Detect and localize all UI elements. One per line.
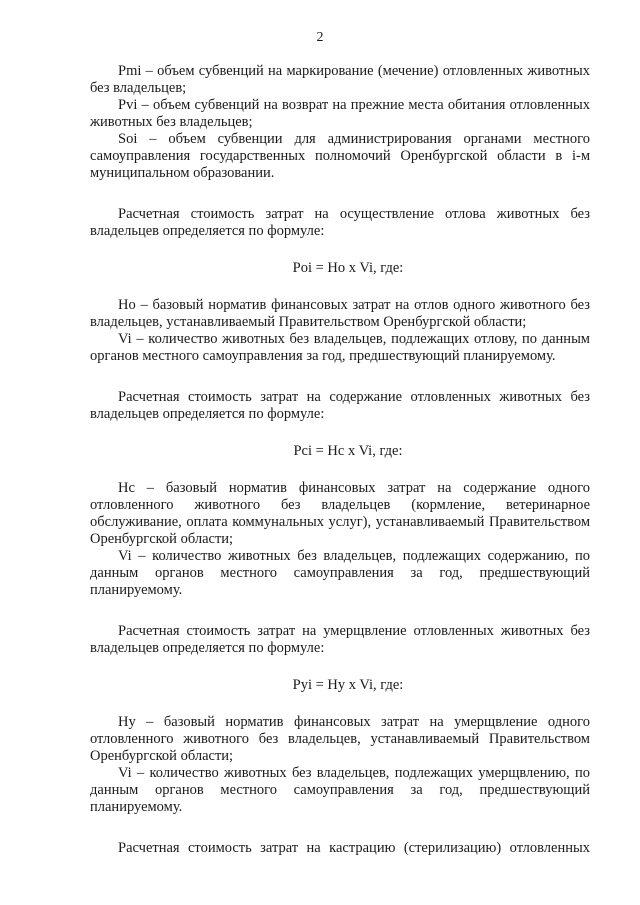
definition-hc: Hc – базовый норматив финансовых затрат на содержание одного отловленного животного без владельцев (кормление, ветеринарное обслуживание, оплата коммунальных услуг), устанавливаемый Правительством Оренбургской области;	[90, 480, 590, 547]
castration-cost-intro: Расчетная стоимость затрат на кастрацию (стерилизацию) отловленных	[118, 840, 590, 856]
euth-cost-intro: Расчетная стоимость затрат на умерщвление отловленных животных без владельцев определяется по формуле:	[90, 623, 590, 656]
page-number: 2	[316, 30, 324, 45]
catch-formula: Poi = Ho x Vi, где:	[292, 260, 404, 276]
definition-vi-keep: Vi – количество животных без владельцев, подлежащих содержанию, по данным органов местного самоуправления за год, предшествующий планируемому.	[90, 548, 590, 598]
document-body	[90, 63, 590, 857]
keep-formula: Pci = Hc x Vi, где:	[293, 443, 403, 459]
definition-soi: Soi – объем субвенции для администрирования органами местного самоуправления государственных полномочий Оренбургской области в i-м муниципальном образовании.	[90, 131, 590, 181]
definition-ho: Ho – базовый норматив финансовых затрат на отлов одного животного без владельцев, устанавливаемый Правительством Оренбургской области;	[90, 297, 590, 330]
definition-vi-catch: Vi – количество животных без владельцев, подлежащих отлову, по данным органов местного самоуправления за год, предшествующий планируемому.	[90, 331, 590, 364]
definition-pvi: Pvi – объем субвенций на возврат на прежние места обитания отловленных животных без владельцев;	[90, 97, 590, 130]
definition-vi-euth: Vi – количество животных без владельцев, подлежащих умерщвлению, по данным органов местного самоуправления за год, предшествующий планируемому.	[90, 765, 590, 815]
definition-hy: Hy – базовый норматив финансовых затрат на умерщвление одного отловленного животного без владельцев, устанавливаемый Правительством Оренбургской области;	[90, 714, 590, 764]
euth-formula: Pyi = Hy x Vi, где:	[292, 677, 404, 693]
catch-cost-intro: Расчетная стоимость затрат на осуществление отлова животных без владельцев определяется по формуле:	[90, 206, 590, 239]
keep-cost-intro: Расчетная стоимость затрат на содержание отловленных животных без владельцев определяется по формуле:	[90, 389, 590, 422]
definition-pmi: Pmi – объем субвенций на маркирование (мечение) отловленных животных без владельцев;	[90, 63, 590, 96]
